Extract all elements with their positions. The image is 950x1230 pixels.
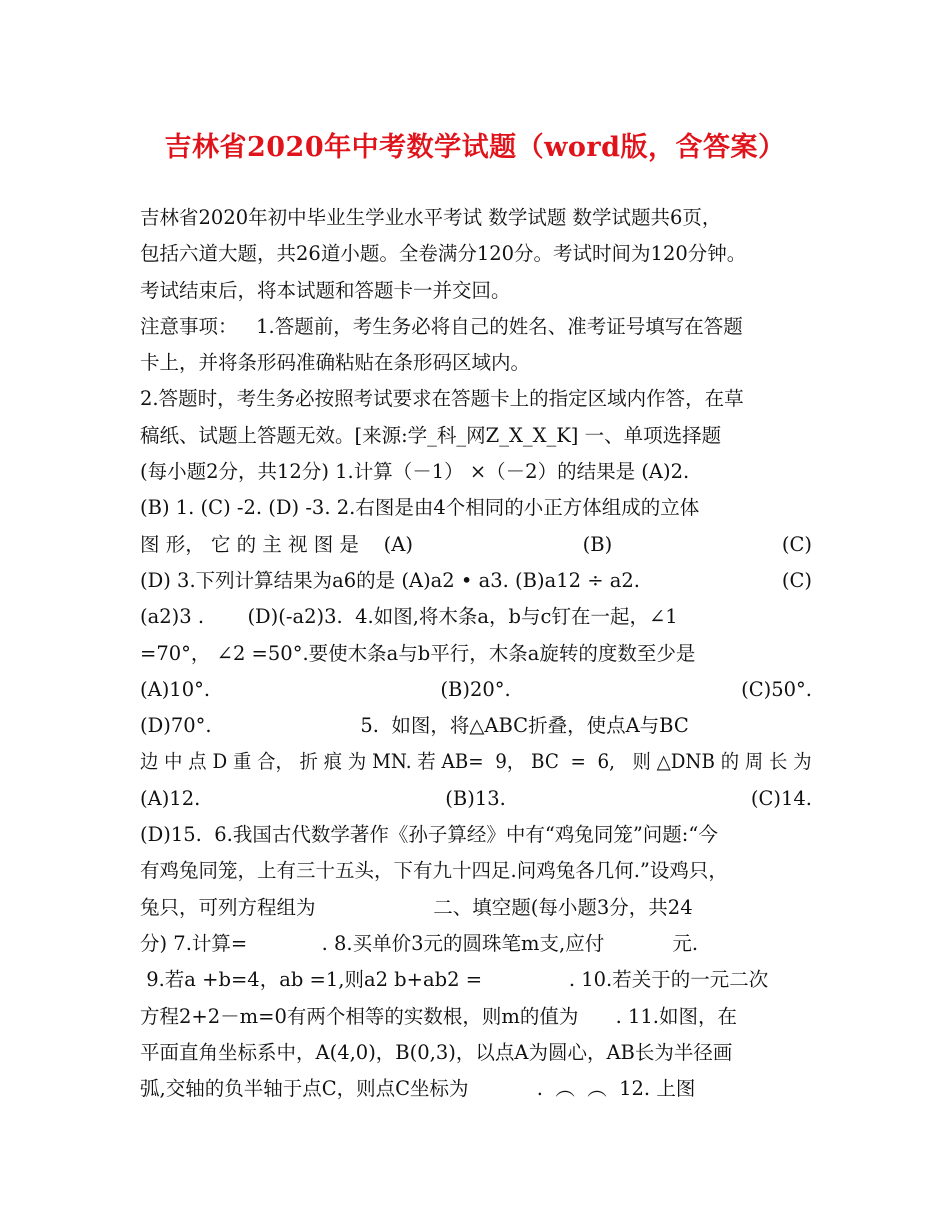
document-line-segment: (C) xyxy=(781,532,812,556)
document-line-segment: (D) 3.下列计算结果为a6的是 (A)a2 • a3. (B)a12 ÷ a2. xyxy=(140,568,640,592)
document-line: 9.若a +b=4，ab =1,则a2 b+ab2 = . 10.若关于的一元二次 xyxy=(140,968,769,992)
document-line xyxy=(140,527,812,563)
document-line xyxy=(140,781,812,817)
document-line: 稿纸、试题上答题无效。[来源:学_科_网Z_X_X_K] 一、单项选择题 xyxy=(140,423,722,447)
document-line: 卡上，并将条形码准确粘贴在条形码区域内。 xyxy=(140,351,531,375)
document-line: 注意事项： 1.答题前，考生务必将自己的姓名、准考证号填写在答题 xyxy=(140,314,743,338)
document-title: 吉林省2020年中考数学试题（word版，含答案） xyxy=(164,132,786,163)
document-line xyxy=(140,563,812,599)
document-line: 分) 7.计算= . 8.买单价3元的圆珠笔m支,应付 元. xyxy=(140,931,699,955)
document-line: 有鸡兔同笼，上有三十五头，下有九十四足.问鸡兔各几何.”设鸡只， xyxy=(140,859,728,883)
document-line: 包括六道大题，共26道小题。全卷满分120分。考试时间为120分钟。 xyxy=(140,242,747,266)
document-line-segment: (B)13. xyxy=(445,786,506,810)
document-line-segment: (B) xyxy=(582,532,613,556)
document-line: 2.答题时，考生务必按照考试要求在答题卡上的指定区域内作答，在草 xyxy=(140,387,744,411)
document-line-segment: (A)10°. xyxy=(140,677,211,701)
document-line-segment: (A)12. xyxy=(140,786,201,810)
document-line: (D)70°. 5. 如图，将△ABC折叠，使点A与BC xyxy=(140,714,689,738)
document-line: 弧,交轴的负半轴于点C，则点C坐标为 . ︵ ︵ 12. 上图 xyxy=(140,1077,696,1101)
document-line-segment: (C) xyxy=(781,568,812,592)
document-line: (D)15. 6.我国古代数学著作《孙子算经》中有“鸡兔同笼”问题:“今 xyxy=(140,823,718,847)
document-line: 平面直角坐标系中，A(4,0)，B(0,3)，以点A为圆心，AB长为半径画 xyxy=(140,1040,733,1064)
document-line-segment: 图 形， 它 的 主 视 图 是 (A) xyxy=(140,532,413,556)
document-line xyxy=(140,672,812,708)
document-line-segment: (B)20°. xyxy=(440,677,511,701)
document-line: 考试结束后，将本试题和答题卡一并交回。 xyxy=(140,278,511,302)
document-line-segment: (C)50°. xyxy=(741,677,812,701)
document-line-segment: (C)14. xyxy=(750,786,812,810)
document-body xyxy=(140,200,812,1107)
document-line: (B) 1. (C) -2. (D) -3. 2.右图是由4个相同的小正方体组成的立体 xyxy=(140,496,700,520)
document-line: (每小题2分，共12分) 1.计算（－1） ×（－2）的结果是 (A)2. xyxy=(140,460,690,484)
document-line: (a2)3 . (D)(-a2)3. 4.如图,将木条a，b与c钉在一起，∠1 xyxy=(140,605,678,629)
document-line: 方程2+2－m=0有两个相等的实数根，则m的值为 . 11.如图，在 xyxy=(140,1004,737,1028)
document-line: 边 中 点 D 重 合， 折 痕 为 MN. 若 AB= 9， BC = 6, 则 △DNB 的 周 长 为 xyxy=(140,750,812,774)
document-line: 吉林省2020年初中毕业生学业水平考试 数学试题 数学试题共6页， xyxy=(140,206,722,229)
document-line: =70°， ∠2 =50°.要使木条a与b平行，木条a旋转的度数至少是 xyxy=(140,641,696,665)
document-line: 兔只，可列方程组为 二、填空题(每小题3分，共24 xyxy=(140,895,693,919)
